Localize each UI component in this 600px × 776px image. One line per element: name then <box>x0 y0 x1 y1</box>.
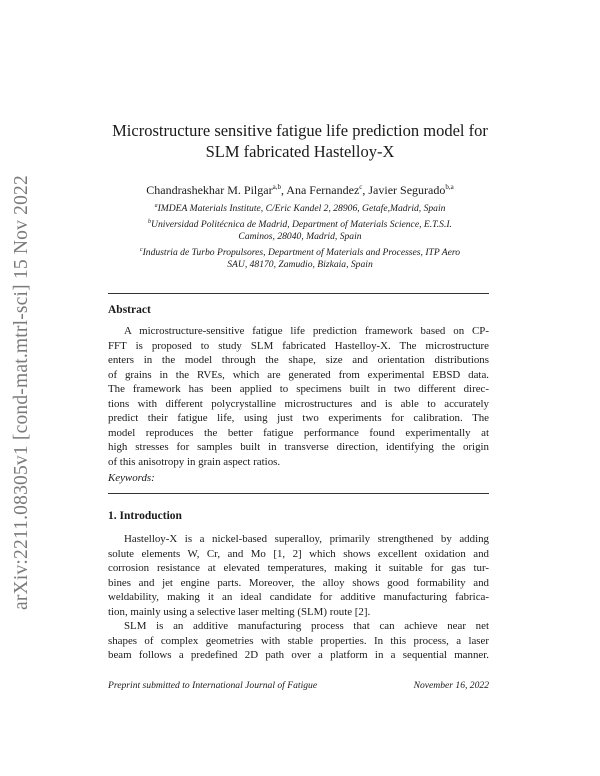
abstract-line: enters in the model through the shape, size and orientation distributions <box>108 354 489 366</box>
body-line: beam follows a predefined 2D path over a platform in a sequential manner. <box>108 649 489 661</box>
introduction-body <box>108 532 489 663</box>
affiliation-line: SAU, 48170, Zamudio, Bizkaia, Spain <box>227 259 373 271</box>
abstract-top-rule <box>108 293 489 294</box>
abstract-bottom-rule <box>108 493 489 494</box>
author-affil-marker: a,b <box>272 183 281 191</box>
author-affil-marker: b,a <box>445 183 454 191</box>
abstract-body <box>108 324 489 469</box>
affiliation-line <box>108 244 492 260</box>
keywords-label: Keywords: <box>108 472 155 484</box>
abstract-line: high stresses for samples built in transverse direction, identifying the origin <box>108 441 489 453</box>
footer-date: November 16, 2022 <box>413 680 489 691</box>
author-separator: , <box>280 183 287 197</box>
footer-preprint-note: Preprint submitted to International Journal of Fatigue <box>108 680 318 691</box>
body-line: Hastelloy-X is a nickel-based superalloy, primarily strengthened by adding <box>124 533 489 545</box>
affiliation-text: IMDEA Materials Institute, C/Eric Kandel 2, 28906, Getafe,Madrid, Spain <box>157 203 446 215</box>
author-name: Chandrashekhar M. Pilgar <box>146 183 273 197</box>
affiliation-line <box>108 200 492 216</box>
abstract-line: FFT is proposed to study SLM fabricated Hastelloy-X. The microstructure <box>108 339 489 352</box>
abstract-line: of grains in the RVEs, which are generated from experimental EBSD data. <box>108 368 489 381</box>
affiliation-marker: a <box>154 203 158 209</box>
abstract-line: of this anisotropy in grain aspect ratios. <box>108 455 281 468</box>
body-line: weldability, making it an ideal candidate for additive manufacturing fabrica- <box>108 591 489 603</box>
body-line: solute elements W, Cr, and Mo [1, 2] which shows excellent oxidation and <box>108 547 489 560</box>
abstract-line: A microstructure-sensitive fatigue life prediction framework based on CP- <box>124 325 489 337</box>
abstract-line: The framework has been applied to specimens built in two different direc- <box>108 383 489 395</box>
body-line: shapes of complex geometries with stable properties. In this process, a laser <box>108 634 489 647</box>
paper-title <box>108 120 492 162</box>
body-line: SLM is an additive manufacturing process that can achieve near net <box>124 620 489 632</box>
arxiv-identifier[interactable]: arXiv:2211.08305v1 [cond-mat.mtrl-sci] 15 Nov 2022 <box>11 175 32 610</box>
affiliation-marker: b <box>148 218 152 225</box>
body-line: corrosion resistance at elevated temperatures, making it suitable for gas tur- <box>108 562 489 574</box>
affiliation-line: Caminos, 28040, Madrid, Spain <box>238 231 362 243</box>
author-affil-marker: c <box>359 183 363 191</box>
author-name: Ana Fernandez <box>286 183 360 197</box>
page-footer <box>108 680 489 691</box>
affiliations <box>108 200 492 272</box>
title-line-2: SLM fabricated Hastelloy-X <box>205 142 395 161</box>
author-separator: , <box>362 183 369 197</box>
abstract-line: tions with different polycrystalline microstructures and is able to accurately <box>108 397 489 410</box>
section-heading-introduction: 1. Introduction <box>108 510 182 522</box>
abstract-line: model reproduces the better fatigue performance found experimentally at <box>108 426 489 439</box>
abstract-line: predict their fatigue life, using just two experiments for calibration. The <box>108 412 489 424</box>
body-line: tion, mainly using a selective laser melting (SLM) route [2]. <box>108 605 371 618</box>
author-name: Javier Segurado <box>368 183 446 197</box>
abstract-heading: Abstract <box>108 304 151 316</box>
affiliation-text: Universidad Politécnica de Madrid, Department of Materials Science, E.T.S.I. <box>151 218 452 230</box>
title-line-1: Microstructure sensitive fatigue life prediction model for <box>112 121 488 140</box>
author-list <box>108 180 492 197</box>
affiliation-line <box>108 216 492 232</box>
body-line: bines and jet engine parts. Moreover, the alloy shows good formability and <box>108 576 489 589</box>
affiliation-text: Industria de Turbo Propulsores, Department of Materials and Processes, ITP Aero <box>142 246 461 258</box>
affiliation-marker: c <box>139 246 143 253</box>
